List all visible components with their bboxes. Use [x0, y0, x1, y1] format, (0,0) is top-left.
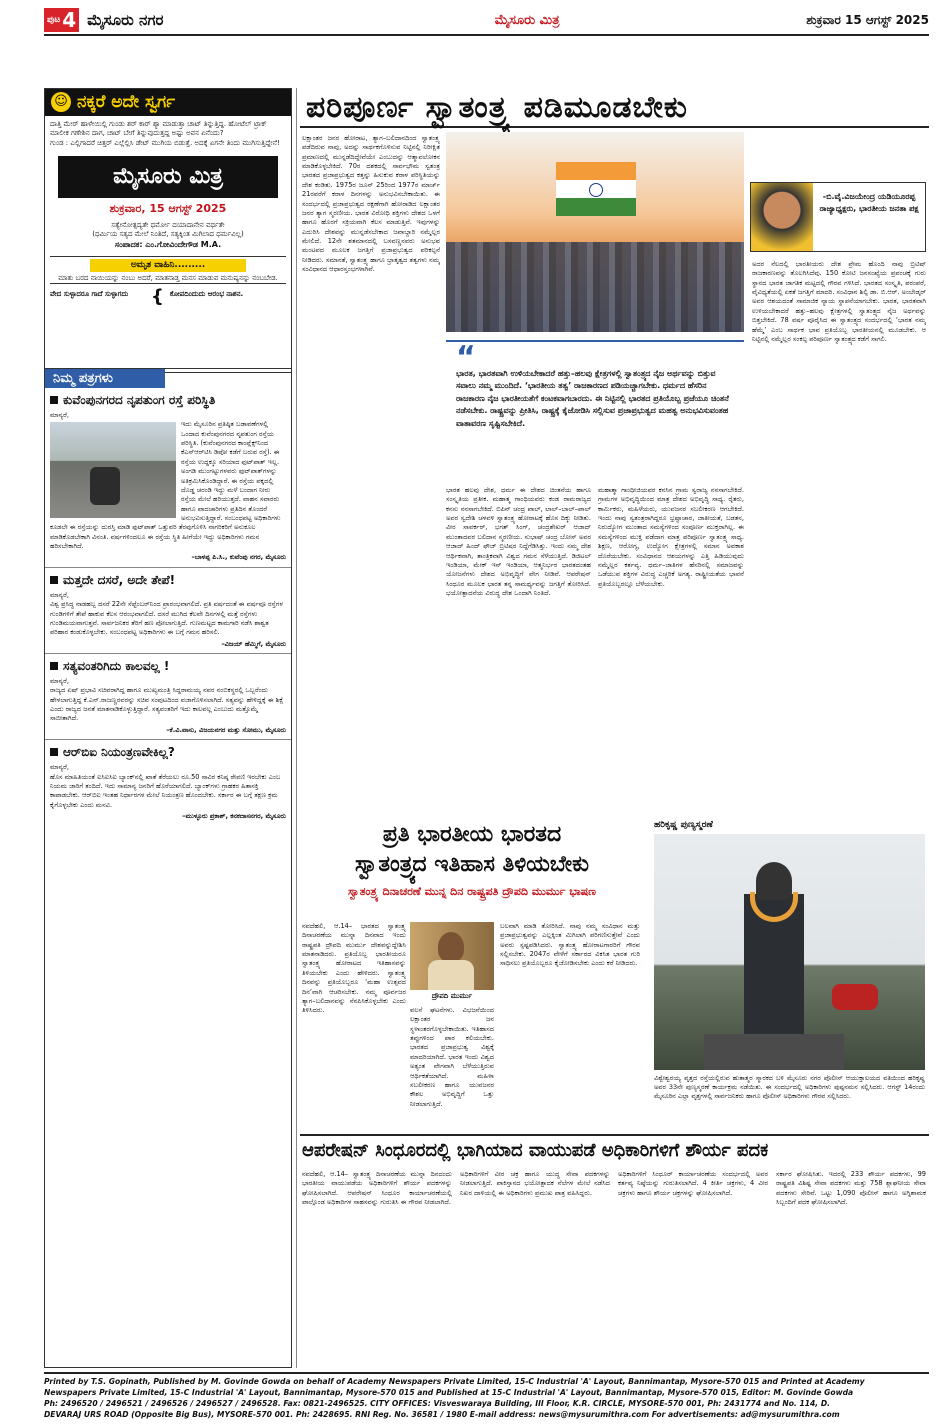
letter-body: ರಾಜ್ಯದ ಏಷ್ ಪ್ರಭಾವಿ ಸಚಿವರಾಗಿದ್ದ ಹಾಗೂ ಮುಖ್ಯಮಂತ್ರಿ ಸಿದ್ದರಾಮಯ್ಯ ನವರ ನಂಬಿಕಸ್ಥರಲ್ಲಿ ಒಬ್ಬರೆಂದು ಹೇಳಲಾಗುತ್ತಿದ್ದ ಕೆ.ಎನ್.ರಾಜಣ್ಣರವರನ್ನು ಸಚಿವ ಸಂಪುಟದಿಂದ ವಜಾಗೊಳಿಸಲಾಗಿದೆ. ಸತ್ಯವನ್ನು ಹೇಳಿದ್ದಕ್ಕೆ ಈ ಶಿಕ್ಷೆ ಎಂದು ರಾಜ್ಯದ ಜನತೆ ಮಾತನಾಡಿಕೊಳ್ಳುತ್ತಿದ್ದಾರೆ. ಸತ್ಯವಂತರಿಗೆ ಇದು ಕಾಲವಲ್ಲ ಎಂಬುದು ಮತ್ತೊಮ್ಮೆ ಸಾಬೀತಾಗಿದೆ. — [50, 686, 284, 723]
letters-section-title: ನಿಮ್ಮ ಪತ್ರಗಳು — [45, 369, 165, 388]
operation-column-3: ಅಧಿಕಾರಿಗಳಿಗೆ ಸಿಂಧೂರ್ ಕಾರ್ಯಾಚರಣೆಯ ಸಂದರ್ಭದಲ್ಲಿ ಅವರ ಕರ್ತವ್ಯ ನಿಷ್ಠೆಯನ್ನು ಗುರುತಿಸಲಾಗಿದೆ. 4 ಕೀರ್ತಿ ಚಕ್ರಗಳು, 4 ವೀರ ಚಕ್ರಗಳು ಹಾಗೂ ಶೌರ್ಯ ಚಕ್ರಗಳನ್ನು ಘೋಷಿಸಲಾಗಿದೆ. — [618, 1170, 768, 1197]
humor-text-2: ಗುಂಡ : ಎಲ್ಲಿಗಾದರೆ ಚಿತ್ತರ್ ಎಲ್ಲೆಲ್ಲಿಸಿ ಡೇಟ್ ಮುಗಿಯ ಬಿಡುತ್ತೆ. ಅದಕ್ಕೆ ಏಗನೇ ತಿಂದು ಮುಗಿಸುತ್ತಿದ್ದೇನೆ! — [50, 138, 280, 147]
operation-column-2: ಅಧಿಕಾರಿಗಳಿಗೆ ವೀರ ಚಕ್ರ ಹಾಗೂ ಯುದ್ಧ ಸೇವಾ ಪದಕಗಳನ್ನು ನೀಡಲಾಗುತ್ತಿದೆ. ಪಾಕಿಸ್ತಾನದ ಭಯೋತ್ಪಾದಕ ನೆಲೆಗಳ ಮೇಲೆ ನಡೆಸಿದ ನಿಖರ ದಾಳಿಯಲ್ಲಿ ಈ ಅಧಿಕಾರಿಗಳು ಪ್ರಮುಖ ಪಾತ್ರ ವಹಿಸಿದ್ದರು. — [460, 1170, 610, 1197]
letter-signature: –ಕೆ.ವಿ.ವಾಸು, ವಿಜಯನಗರ ಮತ್ತು ಸೋಮು, ಮೈಸೂರು — [166, 725, 286, 734]
operation-column-4: ಸರ್ಕಾರ ಘೋಷಿಸಿತು. ಇದರಲ್ಲಿ 233 ಶೌರ್ಯ ಪದಕಗಳು, 99 ರಾಷ್ಟ್ರಪತಿ ವಿಶಿಷ್ಟ ಸೇವಾ ಪದಕಗಳು ಮತ್ತು 758 ಶ್ಲಾಘನೀಯ ಸೇವಾ ಪದಕಗಳು ಸೇರಿವೆ. ಒಟ್ಟು 1,090 ಪೊಲೀಸ್ ಹಾಗೂ ಅಗ್ನಿಶಾಮಕ ಸಿಬ್ಬಂದಿಗೆ ಪದಕ ಘೋಷಿಸಲಾಗಿದೆ. — [776, 1170, 926, 1207]
imprint-line: Printed by T.S. Gopinath, Published by M. Govinde Gowda on behalf of Academy Newspapers Private Limited, 15-C Industrial 'A' Layout, Bannimantap, Mysore-570 015 and Printed at Academy — [44, 1377, 865, 1386]
proverb-right: ಕೋಪದಿಂದುದು ಆರಂಭ ನಾಶನ. — [169, 290, 244, 299]
bullet-square-icon — [50, 748, 58, 756]
proverb-box — [50, 286, 286, 308]
letter-title: ಮತ್ತದೇ ದಸರೆ, ಅದೇ ತೇಪೆ! — [50, 572, 286, 589]
statue-story — [650, 818, 929, 1134]
letter-salutation: ಮಾನ್ಯರೆ, — [50, 763, 70, 772]
motto: ಸತ್ಯೇನೋತ್ಪದ್ಯತೇ ಧರ್ಮೋ ದಯಾದಾನೇನ ವರ್ಧತೇ — [111, 220, 225, 229]
page-number: 4 — [62, 8, 77, 32]
section-title: ಮೈಸೂರು ನಗರ — [87, 11, 164, 29]
humor-box — [44, 88, 292, 373]
flag-illustration — [446, 132, 744, 332]
letter-body: ವಿಶ್ವ ಪ್ರಸಿದ್ಧ ನಾಡಹಬ್ಬ ದಸರೆ 22ನೇ ಸೆಪ್ಟೆಂಬರ್‌ನಿಂದ ಪ್ರಾರಂಭವಾಗಲಿದೆ. ಪ್ರತಿ ವರ್ಷದಂತೆ ಈ ವರ್ಷವೂ ರಸ್ತೆಗಳ ಗುಂಡಿಗಳಿಗೆ ತೇಪೆ ಹಾಕುವ ಕೆಲಸ ಆರಂಭವಾಗಲಿದೆ. ದಸರೆ ಮುಗಿದ ಕೆಲವೇ ದಿನಗಳಲ್ಲಿ ಮತ್ತೆ ರಸ್ತೆಗಳು ಗುಂಡಿಮಯವಾಗುತ್ತವೆ. ಸಾರ್ವಜನಿಕರ ತೆರಿಗೆ ಹಣ ಪೋಲಾಗುತ್ತಿದೆ. ಗುಣಮಟ್ಟದ ಕಾಮಗಾರಿ ನಡೆಸಿ ಶಾಶ್ವತ ಪರಿಹಾರ ಕಂಡುಕೊಳ್ಳಬೇಕು. ಸಂಬಂಧಪಟ್ಟ ಅಧಿಕಾರಿಗಳು ಈ ಬಗ್ಗೆ ಗಮನ ಹರಿಸಲಿ. — [50, 600, 283, 637]
letter-body: ಇದು ಮೈಸೂರಿನ ಪ್ರತಿಷ್ಠಿತ ಬಡಾವಣೆಗಳಲ್ಲಿ ಒಂದಾದ ಕುವೆಂಪುನಗರದ ನೃಪತುಂಗ ರಸ್ತೆಯ ಪರಿಸ್ಥಿತಿ. (ಕುವೆಂಪುನಗರದ ಕಾಂಪ್ಲೆಕ್ಸ್‌ನಿಂದ ಕೆಎಸ್‌ಆರ್‌ಟಿಸಿ ಡಿಪೋ ಕಡೆಗೆ ಬರುವ ರಸ್ತೆ). ಈ ರಸ್ತೆಯ ಉದ್ದಕ್ಕೂ ಸರಿಯಾದ ಫುಟ್‌ಪಾತ್ ಇಲ್ಲ. ಅಂಗಡಿ ಮುಂಗಟ್ಟುಗಳವರು ಫುಟ್‌ಪಾತ್‌ಗಳನ್ನು ಅತಿಕ್ರಮಿಸಿಕೊಂಡಿದ್ದಾರೆ. ಈ ರಸ್ತೆಯ ಪಕ್ಕದಲ್ಲಿ ದೊಡ್ಡ ಚರಂಡಿ ಇದ್ದು ಮಳೆ ಬಂದಾಗ ನೀರು ರಸ್ತೆಯ ಮೇಲೆ ಹರಿಯುತ್ತದೆ. ವಾಹನ ಸವಾರರು ಹಾಗೂ ಪಾದಚಾರಿಗಳು ಪ್ರತಿದಿನ ತೊಂದರೆ ಅನುಭವಿಸುತ್ತಿದ್ದಾರೆ. ಸಂಬಂಧಪಟ್ಟ ಅಧಿಕಾರಿಗಳು ಕೂಡಲೇ ಈ ರಸ್ತೆಯನ್ನು ದುರಸ್ತಿ ಮಾಡಿ ಫುಟ್‌ಪಾತ್ ಒತ್ತುವರಿ ತೆರವುಗೊಳಿಸಿ ನಾಗರಿಕರಿಗೆ ಅನುಕೂಲ ಮಾಡಿಕೊಡಬೇಕಾಗಿ ವಿನಂತಿ. ವರ್ಷಗಳಿಂದಲೂ ಈ ರಸ್ತೆಯ ಸ್ಥಿತಿ ಹೀಗೆಯೇ ಇದ್ದು ಅಧಿಕಾರಿಗಳು ಗಮನ ಹರಿಸಬೇಕಾಗಿದೆ. — [50, 420, 281, 551]
crowd-illustration — [446, 242, 744, 332]
statue-photo — [654, 834, 925, 1070]
letter-salutation: ಮಾನ್ಯರೆ, — [50, 590, 70, 599]
president-story — [300, 818, 644, 1134]
president-column-2: ವಲಸೆ ಘಟನೆಗಳು. ವಿಭಜನೆಯಿಂದ ಲಕ್ಷಾಂತರ ಜನ ಸ್ಥಳಾಂತರಗೊಳ್ಳಬೇಕಾಯಿತು. ಇತಿಹಾಸದ ತಪ್ಪುಗಳಿಂದ ಪಾಠ ಕಲಿಯಬೇಕು. ಭಾರತದ ಪ್ರಜಾಪ್ರಭುತ್ವ ವಿಶ್ವಕ್ಕೆ ಮಾದರಿಯಾಗಿದೆ. ಭಾರತ ಇಂದು ವಿಶ್ವದ ಅತ್ಯಂತ ವೇಗವಾಗಿ ಬೆಳೆಯುತ್ತಿರುವ ಆರ್ಥಿಕತೆಯಾಗಿದೆ. ಮಹಿಳಾ ಸಬಲೀಕರಣ ಹಾಗೂ ಯುವಜನರ ಕೌಶಲ ಅಭಿವೃದ್ಧಿಗೆ ಒತ್ತು ನೀಡಲಾಗುತ್ತಿದೆ. — [410, 1006, 494, 1108]
letter-title: ಆರ್‌ಬಿಐ ನಿಯಂತ್ರಣವೇಕಿಲ್ಲ? — [50, 744, 286, 761]
lead-column-1: ಲಕ್ಷಾಂತರ ಜನರ ಹೋರಾಟ, ತ್ಯಾಗ–ಬಲಿದಾನದಿಂದ ಸ್ವಾತಂತ್ರ್ಯ ಪಡೆದಿರುವ ನಾವು, ಅದನ್ನು ಸಾರ್ಥಕಗೊಳಿಸುವ ನಿಟ್ಟಿನಲ್ಲಿ ನಿರೀಕ್ಷಿತ ಪ್ರಮಾಣದಲ್ಲಿ ಮುನ್ನಡೆದಿದ್ದೇವೆಯೇ ಎಂಬುದನ್ನು ಆತ್ಮಾವಲೋಕನ ಮಾಡಿಕೊಳ್ಳಬೇಕಿದೆ. 70ರ ದಶಕದಲ್ಲಿ ಸಾರ್ವಭೌಮ ಸ್ವತಂತ್ರ ಭಾರತದ ಪ್ರಜಾಪ್ರಭುತ್ವದ ಕತ್ತನ್ನು ಹಿಸುಕುವ ಕರಾಳ ಪರಿಸ್ಥಿತಿಯನ್ನು ದೇಶ ಕಂಡಿತು. 1975ರ ಜೂನ್ 25ರಿಂದ 1977ರ ಮಾರ್ಚ್ 21ರವರೆಗೆ ಕರಾಳ ದಿನಗಳನ್ನು ಅನುಭವಿಸಬೇಕಾಯಿತು. ಈ ಸಂದರ್ಭದಲ್ಲಿ ಪ್ರಜಾಪ್ರಭುತ್ವದ ರಕ್ಷಣೆಗಾಗಿ ಹೋರಾಡಿದ ಲಕ್ಷಾಂತರ ಜನರ ತ್ಯಾಗ ಸ್ಮರಣೀಯ. ಭಾರತ ವಿರೋಧಿ ಶಕ್ತಿಗಳು ದೇಶದ ಒಳಗೆ ಹಾಗೂ ಹೊರಗೆ ಸಕ್ರಿಯವಾಗಿ ಕೆಲಸ ಮಾಡುತ್ತಿವೆ. ಇವುಗಳನ್ನು ಎದುರಿಸಿ ದೇಶವನ್ನು ಮುನ್ನಡೆಸಬೇಕಾದ ಜವಾಬ್ದಾರಿ ನಮ್ಮೆಲ್ಲರ ಮೇಲಿದೆ. 12ನೇ ಶತಮಾನದಲ್ಲಿ ಬಸವಣ್ಣನವರು ಅನುಭವ ಮಂಟಪದ ಮೂಲಕ ಜಗತ್ತಿಗೆ ಪ್ರಜಾಪ್ರಭುತ್ವದ ಪರಿಕಲ್ಪನೆ ನೀಡಿದರು. ಸಮಾನತೆ, ಸ್ವಾತಂತ್ರ್ಯ ಹಾಗೂ ಭ್ರಾತೃತ್ವದ ತತ್ವಗಳು ನಮ್ಮ ಸಂವಿಧಾನದ ಆಧಾರಸ್ತಂಭಗಳಾಗಿವೆ. — [302, 134, 440, 274]
letter-body: ಹೊಸ ಮಾಹಿತಿಯಂತೆ ಐಸಿಐಸಿಐ ಬ್ಯಾಂಕ್‌ನಲ್ಲಿ ಖಾತೆ ತೆರೆಯಲು ರೂ.50 ಸಾವಿರ ಕನಿಷ್ಠ ಠೇವಣಿ ಇರಬೇಕು ಎಂಬ ನಿಯಮ ಜಾರಿಗೆ ತಂದಿದೆ. ಇದು ಸಾಮಾನ್ಯ ಜನರಿಗೆ ಹೊರೆಯಾಗಲಿದೆ. ಬ್ಯಾಂಕ್‌ಗಳು ಗ್ರಾಹಕರ ಹಿತಾಸಕ್ತಿ ಕಾಪಾಡಬೇಕು. ಆರ್‌ಬಿಐ ಇಂತಹ ನಿರ್ಧಾರಗಳ ಮೇಲೆ ನಿಯಂತ್ರಣ ಹೊಂದಬೇಕು. ಸರ್ಕಾರ ಈ ಬಗ್ಗೆ ತಕ್ಷಣ ಕ್ರಮ ಕೈಗೊಳ್ಳಬೇಕು ಎಂದು ಮನವಿ. — [50, 772, 281, 809]
imprint-footer — [44, 1372, 929, 1418]
letter-item — [45, 567, 291, 653]
president-column-3: ಬಲವಾಗಿ ಮಾಡಿ ತೋರಿಸಿದೆ. ನಾವು ನಮ್ಮ ಸಂವಿಧಾನ ಮತ್ತು ಪ್ರಜಾಪ್ರಭುತ್ವವನ್ನು ಎಲ್ಲಕ್ಕಿಂತ ಮಿಗಿಲಾಗಿ ಪರಿಗಣಿಸುತ್ತೇವೆ ಎಂದು ಅವರು ಸ್ಪಷ್ಟಪಡಿಸಿದರು. ಸ್ವಾತಂತ್ರ್ಯ ಹೋರಾಟಗಾರರಿಗೆ ಗೌರವ ಸಲ್ಲಿಸಬೇಕು. 2047ರ ವೇಳೆಗೆ ಸರ್ಕಾರದ ವಿಕಸಿತ ಭಾರತ ಗುರಿ ಸಾಧಿಸಲು ಪ್ರತಿಯೊಬ್ಬರೂ ಕೈಜೋಡಿಸಬೇಕು ಎಂದು ಕರೆ ನೀಡಿದರು. — [500, 922, 640, 968]
lead-column-4: ಅದರ ನೆಲದಲ್ಲಿ ಭಾರತೀಯರು ದೇಶ ಪ್ರೇಮ ಹೊಂದಿ ನಾವು ಬ್ರಿಟಿಷ್ ರಾಜಕಾರಣವನ್ನು ತೊಲಗಿಸಿದೆವು. 150 ಕೋಟಿ ಜನಸಂಖ್ಯೆಯ ಪ್ರಪಂಚಕ್ಕೆ ಗುರು ಸ್ಥಾನದ ಭಾರತ ಜಾಗತಿಕ ಮಟ್ಟದಲ್ಲಿ ಗೌರವ ಗಳಿಸಿದೆ. ಭಾರತದ ಸಂಸ್ಕೃತಿ, ಪರಂಪರೆ, ವೈವಿಧ್ಯತೆಯಲ್ಲಿ ಏಕತೆ ಜಗತ್ತಿಗೆ ಮಾದರಿ. ಸಂವಿಧಾನ ಶಿಲ್ಪಿ ಡಾ. ಬಿ.ಆರ್. ಅಂಬೇಡ್ಕರ್ ಅವರ ಆಶಯದಂತೆ ಸಾಮಾಜಿಕ ನ್ಯಾಯ ಸ್ಥಾಪನೆಯಾಗಬೇಕು. ಭಾರತ, ಭಾರತವಾಗಿ ಉಳಿಯಬೇಕಾದರೆ ಹತ್ತು–ಹಲವು ಕ್ಷೇತ್ರಗಳಲ್ಲಿ ಸ್ವಾತಂತ್ರ್ಯದ ನೈಜ ಅರ್ಥವನ್ನು ಬಿತ್ತಬೇಕಿದೆ. 78 ವರ್ಷ ಪೂರೈಸಿದ ಈ ಸ್ವಾತಂತ್ರ್ಯದ ಸಂದರ್ಭದಲ್ಲಿ ‘ಭಾರತ ನಮ್ಮ ಹೆಮ್ಮೆ’ ಎಂಬ ಸಾರ್ಥಕ ಭಾವ ಪ್ರತಿಯೊಬ್ಬ ಭಾರತೀಯನಲ್ಲಿ ಮೂಡಬೇಕು. ಆ ನಿಟ್ಟಿನಲ್ಲಿ ನಮ್ಮೆಲ್ಲರ ಸಂಕಲ್ಪ ಪರಿಪೂರ್ಣ ಸ್ವಾತಂತ್ರ್ಯದ ಕಡೆಗೆ ಸಾಗಲಿ. — [752, 260, 926, 343]
letter-item — [45, 739, 291, 825]
statue-story-title: ಹರಿಕೃಷ್ಣ ಪುಣ್ಯಸ್ಮರಣೆ — [654, 820, 713, 830]
letter-item — [45, 388, 291, 567]
operation-column-1: ನವದೆಹಲಿ, ಆ.14– ಸ್ವಾತಂತ್ರ್ಯ ದಿನಾಚರಣೆಯ ಮುನ್ನಾ ದಿನದಂದು ಭಾರತೀಯ ವಾಯುಪಡೆಯ ಅಧಿಕಾರಿಗಳಿಗೆ ಶೌರ್ಯ ಪದಕಗಳನ್ನು ಘೋಷಿಸಲಾಗಿದೆ. ಆಪರೇಷನ್ ಸಿಂಧೂರ ಕಾರ್ಯಾಚರಣೆಯಲ್ಲಿ ಪಾಲ್ಗೊಂಡ ಅಧಿಕಾರಿಗಳ ಸಾಹಸವನ್ನು ಗುರುತಿಸಿ ಈ ಗೌರವ ನೀಡಲಾಗಿದೆ. — [302, 1170, 452, 1207]
bullet-square-icon — [50, 396, 58, 404]
lead-headline: ಪರಿಪೂರ್ಣ ಸ್ವಾತಂತ್ರ್ಯ ಪಡಿಮೂಡಬೇಕು — [300, 88, 929, 128]
left-column — [44, 88, 292, 373]
proverb-left: ವೇದ ಸುಳ್ಳಾದರೂ ಗಾದೆ ಸುಳ್ಳಾಗದು — [50, 290, 129, 299]
author-byline: -ಬಿ.ವೈ.ವಿಜಯೇಂದ್ರ ಯಡಿಯೂರಪ್ಪ ರಾಜ್ಯಾಧ್ಯಕ್ಷರು, ಭಾರತೀಯ ಜನತಾ ಪಕ್ಷ — [819, 192, 919, 213]
pull-quote: “ ಭಾರತ, ಭಾರತವಾಗಿ ಉಳಿಯಬೇಕಾದರೆ ಹತ್ತು–ಹಲವು ಕ್ಷೇತ್ರಗಳಲ್ಲಿ ಸ್ವಾತಂತ್ರ್ಯದ ನೈಜ ಅರ್ಥವನ್ನು ಬಿತ್ತುವ ಸವಾಲು ನಮ್ಮ ಮುಂದಿದೆ. ‘ಭಾರತೀಯ ತತ್ವ’ ರಾಜಕಾರಣದ ಪಡಿಯಚ್ಚಾಗಬೇಕು. ಧರ್ಮದ ಹೆಸರಿನ ರಾಜಕಾರಣ ನೈಜ ಭಾರತೀಯತೆಗೆ ಕಂಟಕವಾಗಬಾರದು. ಈ ನಿಟ್ಟಿನಲ್ಲಿ ಭಾರತದ ಪ್ರತಿಯೊಬ್ಬ ಪ್ರಜೆಯೂ ಚಿಂತನೆ ನಡೆಸಬೇಕು. ರಾಷ್ಟ್ರವನ್ನು ಪ್ರೀತಿಸಿ, ರಾಷ್ಟ್ರಕ್ಕೆ ಕೈಜೋಡಿಸಿ ಸಲ್ಲಿಸುವ ಪ್ರಜಾಪ್ರಭುತ್ವದ ಮಹತ್ವ ಅನುಭವಿಸುವಂತಹ ವಾತಾವರಣ ಸೃಷ್ಟಿಸಬೇಕಿದೆ. — [446, 340, 744, 480]
president-subhead: ಸ್ವಾತಂತ್ರ್ಯ ದಿನಾಚರಣೆ ಮುನ್ನ ದಿನ ರಾಷ್ಟ್ರಪತಿ ದ್ರೌಪದಿ ಮುರ್ಮು ಭಾಷಣ — [348, 885, 596, 899]
letter-salutation: ಮಾನ್ಯರೆ, — [50, 677, 70, 685]
amrutha-title: ಅಮೃತ ವಾಹಿನಿ......... — [90, 259, 246, 271]
letter-salutation: ಮಾನ್ಯರೆ, — [50, 411, 70, 420]
letters-section — [44, 368, 292, 1368]
president-column-1: ನವದೆಹಲಿ, ಆ.14– ಭಾರತದ ಸ್ವಾತಂತ್ರ್ಯ ದಿನಾಚರಣೆಯ ಮುನ್ನಾ ದಿನವಾದ ಇಂದು ರಾಷ್ಟ್ರಪತಿ ದ್ರೌಪದಿ ಮುರ್ಮು ದೇಶವನ್ನುದ್ದೇಶಿಸಿ ಮಾತನಾಡಿದರು. ಪ್ರತಿಯೊಬ್ಬ ಭಾರತೀಯರೂ ಸ್ವಾತಂತ್ರ್ಯ ಹೋರಾಟದ ಇತಿಹಾಸವನ್ನು ತಿಳಿಯಬೇಕು ಎಂದು ಹೇಳಿದರು. ಸ್ವಾತಂತ್ರ್ಯ ದಿನವನ್ನು ಪ್ರತಿಯೊಬ್ಬರೂ ‘ಮಹಾ ಉತ್ಸವದ ದಿನ’ವಾಗಿ ಆಚರಿಸಬೇಕು. ನಮ್ಮ ಪೂರ್ವಜರ ತ್ಯಾಗ–ಬಲಿದಾನವನ್ನು ನೆನಪಿಸಿಕೊಳ್ಳಬೇಕು ಎಂದು ತಿಳಿಸಿದರು. — [302, 922, 406, 1015]
lead-column-3: ಮಹಾತ್ಮಾ ಗಾಂಧೀಜಿಯವರ ಕನಸಿನ ಗ್ರಾಮ ಸ್ವರಾಜ್ಯ ನನಸಾಗಬೇಕಿದೆ. ಗ್ರಾಮಗಳ ಅಭಿವೃದ್ಧಿಯಿಂದ ಮಾತ್ರ ದೇಶದ ಅಭಿವೃದ್ಧಿ ಸಾಧ್ಯ. ರೈತರು, ಕಾರ್ಮಿಕರು, ಮಹಿಳೆಯರು, ಯುವಜನರ ಸಬಲೀಕರಣ ಆಗಬೇಕಿದೆ. ಇಂದು ನಾವು ಸ್ವತಂತ್ರರಾಗಿದ್ದರೂ ಭ್ರಷ್ಟಾಚಾರ, ಜಾತೀಯತೆ, ಬಡತನ, ನಿರುದ್ಯೋಗ ಮುಂತಾದ ಸಮಸ್ಯೆಗಳಿಂದ ಸಂಪೂರ್ಣ ಮುಕ್ತರಾಗಿಲ್ಲ. ಈ ಸಮಸ್ಯೆಗಳಿಂದ ಮುಕ್ತಿ ಪಡೆದಾಗ ಮಾತ್ರ ಪರಿಪೂರ್ಣ ಸ್ವಾತಂತ್ರ್ಯ ಸಾಧ್ಯ. ಶಿಕ್ಷಣ, ಆರೋಗ್ಯ, ಉದ್ಯೋಗ ಕ್ಷೇತ್ರಗಳಲ್ಲಿ ಸಮಾನ ಅವಕಾಶ ದೊರೆಯಬೇಕು. ಸಂವಿಧಾನದ ಆಶಯಗಳನ್ನು ಎತ್ತಿ ಹಿಡಿಯುವುದು ನಮ್ಮೆಲ್ಲರ ಕರ್ತವ್ಯ. ಧರ್ಮ–ಜಾತಿಗಳ ಹೆಸರಿನಲ್ಲಿ ಸಮಾಜವನ್ನು ಒಡೆಯುವ ಶಕ್ತಿಗಳ ವಿರುದ್ಧ ಎಚ್ಚರಿಕೆ ಅಗತ್ಯ. ರಾಷ್ಟ್ರೀಯತೆಯ ಭಾವನೆ ಪ್ರತಿಯೊಬ್ಬರಲ್ಲೂ ಬೆಳೆಯಬೇಕು. — [598, 486, 744, 588]
issue-date: ಶುಕ್ರವಾರ 15 ಆಗಸ್ಟ್ 2025 — [806, 12, 929, 27]
imprint-line: Newspapers Private Limited, 15-C Industrial 'A' Layout, Bannimantap, Mysore-570 015 and Published at 15-C Industrial 'A' Layout, Bannimantap, Mysore-570 015, Editor: M. Govinde Gowda — [44, 1388, 854, 1397]
quote-mark-icon: “ — [456, 340, 476, 375]
humor-text: ದಾತ್ತಿ ಮೇರ್ ಹಾಳೇಯಿಲ್ಲಿ ಗುಂಡು ಶರ್ ಕಾರ್ ಶ್ಯಾ ಮಾಡುತ್ತಾ ಚಾಟ್ ತಿನ್ನುತ್ತಿದ್ದ. ಹೋಟೆಲ್ ಟ್ರಾಕ್ ಮಾಲೀಕ ಗಣೇಶಿನ ದಾಗ, ಚಾಟ್ ಬೇಗೆ ತಿನ್ನುವುದುತ್ತದ್ದ ಅಷ್ಟು ಅವನ ಏನೆಂದು? — [50, 119, 267, 138]
author-photo — [751, 183, 813, 251]
letter-item — [45, 653, 291, 739]
masthead-logo: ಮೈಸೂರು ಮಿತ್ರ — [494, 12, 560, 28]
lead-story — [300, 88, 929, 804]
author-box — [750, 182, 926, 252]
masthead-date: ಶುಕ್ರವಾರ, 15 ಆಗಸ್ಟ್ 2025 — [109, 201, 227, 215]
letter-signature: –ಮುಳ್ಳೂರು ಪ್ರಕಾಶ್, ಕನಕದಾಸನಗರ, ಮೈಸೂರು — [182, 811, 286, 820]
newspaper-logo: ಮೈಸೂರು ಮಿತ್ರ — [58, 156, 278, 198]
letter-signature: –ಬಾಳಪ್ಪ ಪಿ.ಸಿ., ಕುವೆಂಪು ನಗರ, ಮೈಸೂರು — [191, 553, 286, 562]
laughing-face-icon: ☺ — [51, 92, 71, 112]
statue-caption: ವಿಶ್ವೇಶ್ವರಯ್ಯ ವೃತ್ತದ ರಸ್ತೆಯಲ್ಲಿರುವ ಹುತಾತ್ಮರ ಸ್ಮಾರಕದ ಬಳಿ ಮೈಸೂರು ನಗರ ಪೊಲೀಸ್ ಆಯುಕ್ತಾಲಯದ ವತಿಯಿಂದ ಹರಿಕೃಷ್ಣ ಅವರ 33ನೇ ಪುಣ್ಯಸ್ಮರಣೆ ಕಾರ್ಯಕ್ರಮ ನಡೆಯಿತು. ಈ ಸಂದರ್ಭದಲ್ಲಿ ಅಧಿಕಾರಿಗಳು ಪುಷ್ಪನಮನ ಸಲ್ಲಿಸಿದರು. ಆಗಸ್ಟ್ 14ರಂದು ಮೈಸೂರಿನ ಎಲ್ಲಾ ವೃತ್ತಗಳಲ್ಲಿ ಸಾರ್ವಜನಿಕರು ಹಾಗೂ ಪೊಲೀಸ್ ಅಧಿಕಾರಿಗಳು ಗೌರವ ಸಲ್ಲಿಸಿದರು. — [654, 1074, 925, 1101]
brace-icon: { — [151, 286, 164, 308]
imprint-line: Ph: 2496520 / 2496521 / 2496526 / 2496527 / 2496528. Fax: 0821-2496525. CITY OFFICES: Visveswaraya Building, III Floor, K.R. CIRCLE, MYSORE-570 001, Ph: 2431774 and No. 114, D. — [44, 1399, 831, 1408]
president-photo — [410, 922, 494, 990]
operation-headline: ಆಪರೇಷನ್ ಸಿಂಧೂರದಲ್ಲಿ ಭಾಗಿಯಾದ ವಾಯುಪಡೆ ಅಧಿಕಾರಿಗಳಿಗೆ ಶೌರ್ಯ ಪದಕ — [302, 1140, 769, 1161]
bullet-square-icon — [50, 662, 58, 670]
lead-column-2: ಭಾರತ ಹಲವು ದೇಶ, ಧರ್ಮ ಈ ದೇಶದ ಚಿಂತನೆಯ ಹಾಗೂ ಸಂಸ್ಕೃತಿಯ ಪ್ರತೀಕ. ಮಹಾತ್ಮ ಗಾಂಧಿಯವರು ಕಂಡ ರಾಮರಾಜ್ಯದ ಕನಸು ನನಸಾಗಬೇಕಿದೆ. ಬಿಪಿನ್ ಚಂದ್ರ ಪಾಲ್, ಲಾಲ್–ಬಾಲ್–ಪಾಲ್ ಅವರ ಸ್ವದೇಶಿ ಚಳವಳಿ ಸ್ವಾತಂತ್ರ್ಯ ಹೋರಾಟಕ್ಕೆ ಹೊಸ ದಿಕ್ಕು ನೀಡಿತು. ವೀರ ಸಾವರ್ಕರ್, ಭಗತ್ ಸಿಂಗ್, ಚಂದ್ರಶೇಖರ್ ಆಜಾದ್ ಮುಂತಾದವರ ಬಲಿದಾನ ಸ್ಮರಣೀಯ. ಸುಭಾಷ್ ಚಂದ್ರ ಬೋಸ್ ಅವರ ಆಜಾದ್ ಹಿಂದ್ ಫೌಜ್ ಬ್ರಿಟಿಷರ ನಿದ್ದೆಗೆಡಿಸಿತ್ತು. ಇಂದು ನಮ್ಮ ದೇಶ ಆರ್ಥಿಕವಾಗಿ, ತಾಂತ್ರಿಕವಾಗಿ ವಿಶ್ವದ ಗಮನ ಸೆಳೆಯುತ್ತಿದೆ. ಡಿಜಿಟಲ್ ಇಂಡಿಯಾ, ಮೇಕ್ ಇನ್ ಇಂಡಿಯಾ, ಆತ್ಮನಿರ್ಭರ ಭಾರತದಂತಹ ಯೋಜನೆಗಳು ದೇಶದ ಅಭಿವೃದ್ಧಿಗೆ ವೇಗ ನೀಡಿವೆ. ಆಪರೇಷನ್ ಸಿಂಧೂರ ಮೂಲಕ ಭಾರತ ತನ್ನ ಸಾಮರ್ಥ್ಯವನ್ನು ಜಗತ್ತಿಗೆ ತೋರಿಸಿದೆ. ಭಯೋತ್ಪಾದನೆಯ ವಿರುದ್ಧ ದೇಶ ಒಂದಾಗಿ ನಿಂತಿದೆ. — [446, 486, 591, 597]
car — [832, 984, 878, 1010]
column-divider — [296, 88, 297, 1368]
page-number-badge — [44, 8, 79, 32]
letter-title: ಸತ್ಯವಂತರಿಗಿದು ಕಾಲವಲ್ಲ ! — [50, 658, 286, 675]
president-headline: ಪ್ರತಿ ಭಾರತೀಯ ಭಾರತದ ಸ್ವಾತಂತ್ರ್ಯದ ಇತಿಹಾಸ ತಿಳಿಯಬೇಕು — [355, 822, 589, 877]
president-photo-caption: ದ್ರೌಪದಿ ಮುರ್ಮು — [431, 992, 473, 1000]
road-photo — [50, 422, 176, 518]
motto-translation: (ಧರ್ಮಿಯ ಸತ್ಯದ ಮೇಲೆ ನಿಂತಿದೆ, ಸತ್ಯಕ್ಕಿಂತ ಮಿಗಿಲಾದ ಧರ್ಮವಿಲ್ಲ) — [92, 230, 244, 239]
amrutha-text: ಮಾತು ಬರದ ನಾಯಿಯನ್ನು ನಂಬು ಅದರೆ, ಮಾತನಾಡ್ತ ಮನಸ ಮಾಡುವ ಮನುಷ್ಯನನ್ನು ನಂಬಬೇಡ. — [58, 273, 278, 282]
operation-story — [300, 1134, 929, 1368]
page-header — [44, 6, 929, 36]
humor-title: ☺ ನಕ್ಕರೆ ಅದೇ ಸ್ವರ್ಗ — [45, 89, 291, 116]
page-label: ಪುಟ — [47, 15, 61, 25]
amrutha-vahini — [50, 256, 286, 284]
editor-line: ಸಂಪಾದಕ: ಎಂ.ಗೋವಿಂದೇಗೌಡ M.A. — [114, 239, 222, 249]
indian-flag-icon — [556, 162, 636, 216]
lead-story-body — [300, 128, 929, 804]
imprint-line: DEVARAJ URS ROAD (Opposite Big Bus), MYSORE-570 001. Ph: 2428695. RNI Reg. No. 36581 / 1980 E-mail address: news@mysurumithra.com For advertisements: ad@mysurumithra.com — [44, 1410, 840, 1419]
bullet-square-icon — [50, 576, 58, 584]
letter-signature: –ವಿಜಯ್ ಹೆಮ್ಮಿಗೆ, ಮೈಸೂರು — [221, 639, 286, 648]
letter-title: ಕುವೆಂಪುನಗರದ ನೃಪತುಂಗ ರಸ್ತೆ ಪರಿಸ್ಥಿತಿ — [50, 392, 286, 409]
